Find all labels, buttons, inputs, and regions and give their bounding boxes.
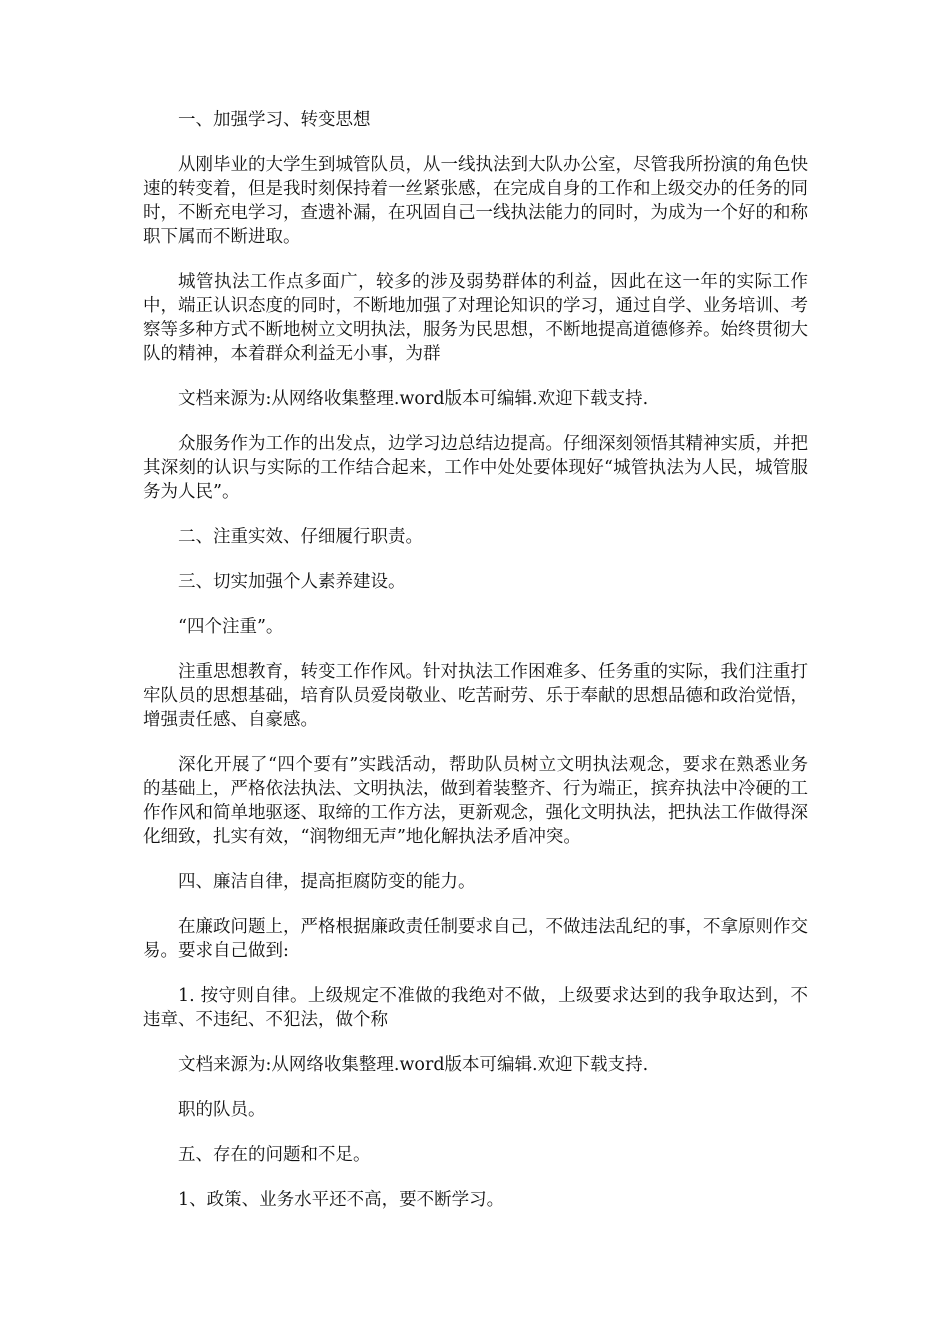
subheading: “四个注重”。	[178, 617, 284, 637]
source-note: 文档来源为:从网络收集整理.word版本可编辑.欢迎下载支持.	[178, 1055, 649, 1075]
body-paragraph: 众服务作为工作的出发点，边学习边总结边提高。仔细深刻领悟其精神实质，并把其深刻的认识与实际的工作结合起来，工作中处处要体现好“城管执法为人民，城管服务为人民”。	[143, 434, 808, 502]
body-paragraph: 注重思想教育，转变工作作风。针对执法工作困难多、任务重的实际，我们注重打牢队员的思想基础，培育队员爱岗敬业、吃苦耐劳、乐于奉献的思想品德和政治觉悟，增强责任感、自豪感。	[143, 662, 808, 730]
body-paragraph: 在廉政问题上，严格根据廉政责任制要求自己，不做违法乱纪的事，不拿原则作交易。要求自己做到:	[143, 917, 808, 961]
body-paragraph: 职的队员。	[178, 1100, 266, 1120]
source-note: 文档来源为:从网络收集整理.word版本可编辑.欢迎下载支持.	[178, 389, 649, 409]
document-page	[143, 108, 808, 1233]
section-heading-4: 四、廉洁自律，提高拒腐防变的能力。	[178, 872, 476, 892]
section-heading-1: 一、加强学习、转变思想	[178, 110, 371, 130]
body-paragraph: 城管执法工作点多面广，较多的涉及弱势群体的利益，因此在这一年的实际工作中，端正认识态度的同时，不断地加强了对理论知识的学习，通过自学、业务培训、考察等多种方式不断地树立文明执法，服务为民思想，不断地提高道德修养。始终贯彻大队的精神，本着群众利益无小事，为群	[143, 272, 808, 364]
section-heading-5: 五、存在的问题和不足。	[178, 1145, 371, 1165]
list-item: 1、政策、业务水平还不高，要不断学习。	[178, 1190, 505, 1210]
body-paragraph: 从刚毕业的大学生到城管队员，从一线执法到大队办公室，尽管我所扮演的角色快速的转变着，但是我时刻保持着一丝紧张感，在完成自身的工作和上级交办的任务的同时，不断充电学习，查遗补漏，在巩固自己一线执法能力的同时，为成为一个好的和称职下属而不断进取。	[143, 155, 808, 247]
body-paragraph: 深化开展了“四个要有”实践活动，帮助队员树立文明执法观念，要求在熟悉业务的基础上，严格依法执法、文明执法，做到着装整齐、行为端正，摈弃执法中冷硬的工作作风和简单地驱逐、取缔的工作方法，更新观念，强化文明执法，把执法工作做得深化细致，扎实有效，“润物细无声”地化解执法矛盾冲突。	[143, 755, 808, 847]
list-item: 1. 按守则自律。上级规定不准做的我绝对不做，上级要求达到的我争取达到，不违章、不违纪、不犯法，做个称	[143, 986, 808, 1030]
section-heading-2: 二、注重实效、仔细履行职责。	[178, 527, 423, 547]
section-heading-3: 三、切实加强个人素养建设。	[178, 572, 406, 592]
